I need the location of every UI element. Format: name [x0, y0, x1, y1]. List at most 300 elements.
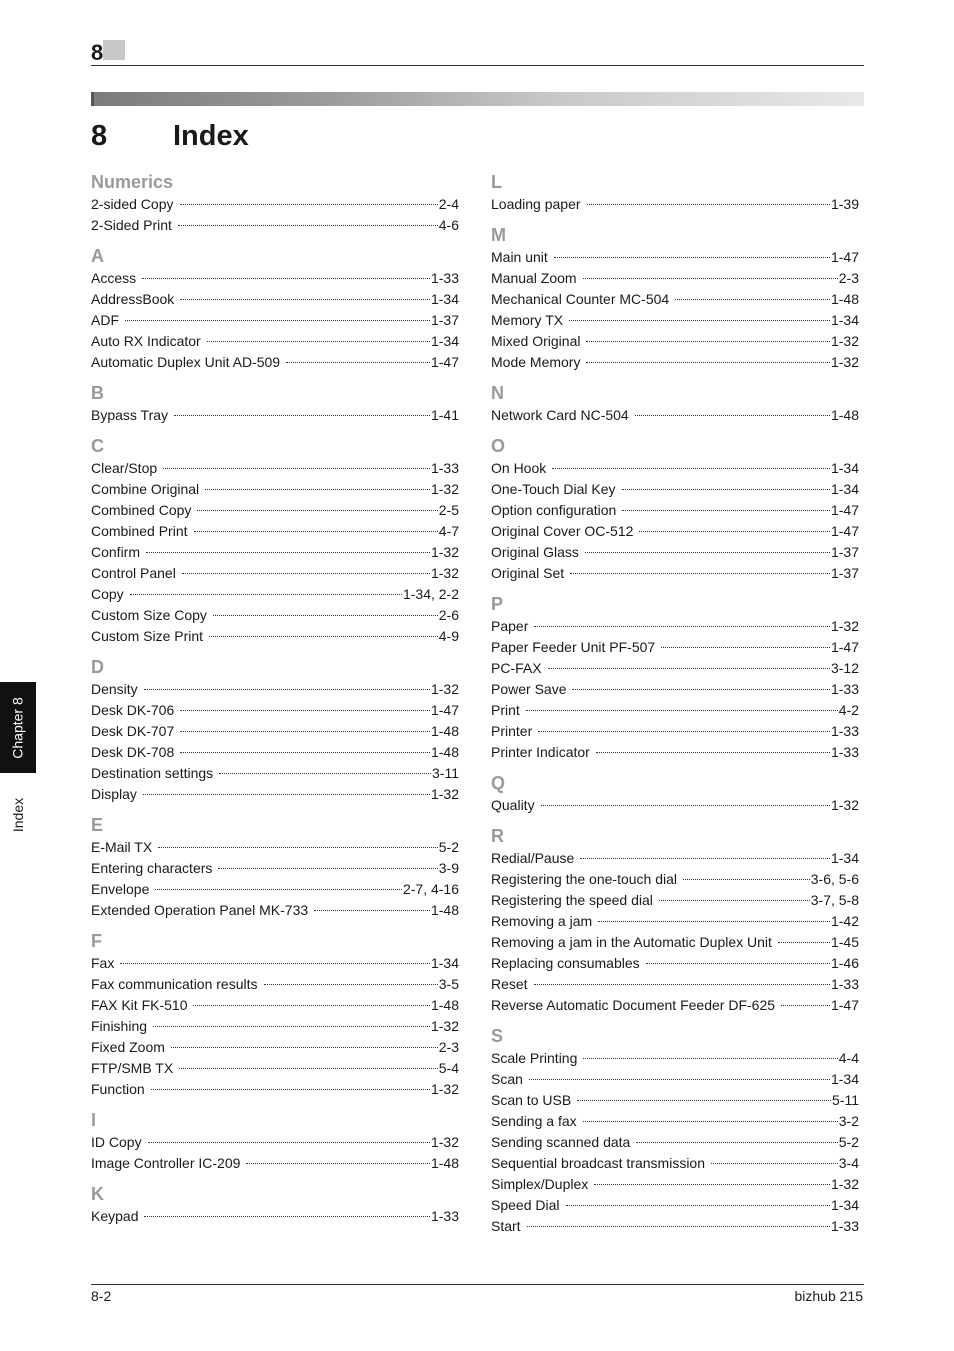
index-entry — [91, 1206, 459, 1227]
index-entry-dot-leader — [538, 731, 830, 732]
index-entry-dot-leader — [174, 415, 430, 416]
index-entry-page: 1-42 — [830, 913, 859, 929]
index-entry — [91, 521, 459, 542]
index-entry — [491, 521, 859, 542]
index-entry-term: Replacing consumables — [491, 955, 640, 971]
index-entry-page: 1-48 — [430, 723, 459, 739]
index-entry-term: Density — [91, 681, 138, 697]
index-entry-term: Sending a fax — [491, 1113, 577, 1129]
index-section — [91, 655, 459, 805]
index-entry-page: 5-2 — [438, 839, 459, 855]
index-entry-term: Combine Original — [91, 481, 200, 497]
index-entry-page: 1-37 — [830, 565, 859, 581]
index-entry-dot-leader — [572, 689, 829, 690]
index-entry-page: 2-7, 4-16 — [402, 881, 459, 897]
index-entry-dot-leader — [264, 984, 438, 985]
index-entry-term: Fax communication results — [91, 976, 258, 992]
index-entry-term: Start — [491, 1218, 521, 1234]
index-section-letter: I — [91, 1110, 97, 1130]
index-entry-page: 2-3 — [438, 1039, 459, 1055]
index-entry-page: 1-33 — [830, 723, 859, 739]
index-entry — [491, 890, 859, 911]
index-entry-page: 4-7 — [438, 523, 459, 539]
index-entry-page: 1-48 — [430, 744, 459, 760]
side-chapter-label-wrap — [0, 682, 36, 773]
index-entry-page: 1-32 — [430, 786, 459, 802]
index-section-letter: D — [91, 657, 104, 677]
side-section-label: Index — [10, 797, 26, 833]
index-entry — [491, 289, 859, 310]
index-entry-term: Scan to USB — [491, 1092, 572, 1108]
index-entry-term: Removing a jam in the Automatic Duplex Unit — [491, 934, 772, 950]
index-entry — [91, 742, 459, 763]
index-entry-page: 3-2 — [838, 1113, 859, 1129]
index-entry — [91, 500, 459, 521]
index-entry-term: Scan — [491, 1071, 523, 1087]
index-entry-term: 2-sided Copy — [91, 196, 174, 212]
footer-page-number: 8-2 — [91, 1288, 112, 1304]
index-entry-term: Network Card NC-504 — [491, 407, 629, 423]
index-entry-dot-leader — [587, 204, 830, 205]
index-column-right — [491, 170, 859, 1237]
index-section — [491, 824, 859, 1016]
index-entry-page: 1-34 — [830, 850, 859, 866]
index-entry — [91, 974, 459, 995]
index-entry-term: Image Controller IC-209 — [91, 1155, 241, 1171]
page-title-text: Index — [173, 120, 249, 152]
index-entry-term: Confirm — [91, 544, 141, 560]
index-entry-page: 1-47 — [430, 702, 459, 718]
index-entry — [491, 742, 859, 763]
index-entry-term: Loading paper — [491, 196, 581, 212]
index-entry-term: Registering the speed dial — [491, 892, 653, 908]
index-entry-term: One-Touch Dial Key — [491, 481, 616, 497]
index-entry-term: Print — [491, 702, 520, 718]
index-entry-term: Combined Copy — [91, 502, 192, 518]
index-entry — [491, 848, 859, 869]
index-entry — [91, 700, 459, 721]
index-entry — [491, 268, 859, 289]
index-entry-page: 1-33 — [430, 270, 459, 286]
index-entry-page: 1-32 — [830, 333, 859, 349]
index-entry — [491, 479, 859, 500]
index-entry — [91, 310, 459, 331]
index-entry-page: 4-6 — [438, 217, 459, 233]
index-entry — [91, 215, 459, 236]
index-entry-dot-leader — [596, 752, 830, 753]
index-section-letter: L — [491, 172, 502, 192]
index-entry-term: ID Copy — [91, 1134, 142, 1150]
index-entry-term: Printer Indicator — [491, 744, 590, 760]
index-entry-page: 1-33 — [430, 1208, 459, 1224]
index-section — [491, 771, 859, 816]
index-entry-term: Entering characters — [91, 860, 213, 876]
index-entry — [491, 953, 859, 974]
index-entry-dot-leader — [639, 531, 830, 532]
index-entry — [91, 679, 459, 700]
index-entry-dot-leader — [125, 320, 430, 321]
index-entry-page: 1-34 — [830, 481, 859, 497]
index-entry-term: Registering the one-touch dial — [491, 871, 678, 887]
index-entry-dot-leader — [675, 299, 830, 300]
index-entry-page: 3-5 — [438, 976, 459, 992]
index-section-letter: O — [491, 436, 506, 456]
index-section-letter: M — [491, 225, 506, 245]
index-entry-page: 1-39 — [830, 196, 859, 212]
footer-rule — [91, 1284, 864, 1285]
index-entry — [491, 1069, 859, 1090]
index-entry-page: 1-48 — [830, 407, 859, 423]
index-entry-page: 3-4 — [838, 1155, 859, 1171]
index-entry — [91, 879, 459, 900]
index-entry — [491, 869, 859, 890]
index-section-letter: N — [491, 383, 504, 403]
index-entry-page: 1-34 — [830, 312, 859, 328]
index-entry-page: 1-33 — [830, 1218, 859, 1234]
index-entry-page: 1-34, 2-2 — [402, 586, 459, 602]
index-entry-page: 1-32 — [430, 481, 459, 497]
index-section-letter: A — [91, 246, 104, 266]
index-entry-page: 1-37 — [430, 312, 459, 328]
index-entry — [91, 331, 459, 352]
index-entry-dot-leader — [585, 552, 830, 553]
index-entry-dot-leader — [622, 489, 830, 490]
index-entry — [491, 1216, 859, 1237]
index-entry-page: 1-37 — [830, 544, 859, 560]
index-entry-page: 3-11 — [432, 765, 459, 781]
index-entry-page: 4-2 — [838, 702, 859, 718]
index-entry — [491, 721, 859, 742]
index-entry — [491, 405, 859, 426]
index-entry-page: 1-32 — [430, 681, 459, 697]
index-entry-page: 1-32 — [430, 565, 459, 581]
index-entry-page: 1-32 — [830, 797, 859, 813]
index-section-letter: B — [91, 383, 104, 403]
index-entry — [491, 458, 859, 479]
index-section — [91, 434, 459, 647]
footer-product-name: bizhub 215 — [794, 1288, 863, 1304]
index-entry — [491, 974, 859, 995]
index-entry-dot-leader — [569, 320, 830, 321]
index-entry — [491, 352, 859, 373]
index-section-letter: S — [491, 1026, 504, 1046]
index-entry-dot-leader — [120, 963, 430, 964]
index-entry-page: 3-9 — [438, 860, 459, 876]
index-entry — [491, 1132, 859, 1153]
index-entry-term: PC-FAX — [491, 660, 542, 676]
index-entry-page: 4-4 — [838, 1050, 859, 1066]
index-entry-dot-leader — [246, 1163, 430, 1164]
index-entry — [491, 310, 859, 331]
index-entry-page: 1-34 — [830, 1071, 859, 1087]
index-entry-term: AddressBook — [91, 291, 175, 307]
index-entry-dot-leader — [205, 489, 430, 490]
index-entry-page: 5-2 — [838, 1134, 859, 1150]
index-entry-term: Bypass Tray — [91, 407, 169, 423]
index-entry-page: 2-4 — [438, 196, 459, 212]
index-entry-dot-leader — [130, 594, 402, 595]
index-entry-dot-leader — [197, 510, 437, 511]
index-entry — [91, 458, 459, 479]
index-entry-term: Original Glass — [491, 544, 579, 560]
index-entry — [91, 352, 459, 373]
index-entry-page: 1-48 — [430, 997, 459, 1013]
index-entry-page: 1-41 — [430, 407, 459, 423]
index-entry — [491, 1111, 859, 1132]
index-entry-dot-leader — [207, 341, 430, 342]
index-entry-term: Option configuration — [491, 502, 617, 518]
index-entry-dot-leader — [143, 794, 430, 795]
index-entry-dot-leader — [527, 1226, 830, 1227]
index-entry-dot-leader — [659, 900, 810, 901]
index-entry-term: Memory TX — [491, 312, 564, 328]
header-chapter-number: 8 — [91, 40, 104, 65]
index-entry-dot-leader — [778, 942, 830, 943]
index-entry-dot-leader — [151, 1089, 430, 1090]
index-entry-dot-leader — [219, 773, 431, 774]
index-section — [491, 170, 859, 215]
index-entry-dot-leader — [178, 225, 438, 226]
index-entry — [491, 932, 859, 953]
index-entry — [491, 247, 859, 268]
index-entry-dot-leader — [155, 889, 402, 890]
index-entry-dot-leader — [541, 805, 830, 806]
index-entry-term: Fax — [91, 955, 115, 971]
index-entry-term: FAX Kit FK-510 — [91, 997, 188, 1013]
index-entry-term: Keypad — [91, 1208, 139, 1224]
index-entry-dot-leader — [171, 1047, 438, 1048]
index-entry-dot-leader — [180, 710, 430, 711]
index-entry-term: Auto RX Indicator — [91, 333, 201, 349]
index-entry-page: 1-32 — [430, 1018, 459, 1034]
index-entry-dot-leader — [683, 879, 810, 880]
index-entry — [491, 679, 859, 700]
index-entry — [91, 1016, 459, 1037]
index-entry-term: Original Cover OC-512 — [491, 523, 634, 539]
index-entry-term: Paper Feeder Unit PF-507 — [491, 639, 656, 655]
index-section-letter: R — [491, 826, 504, 846]
index-entry-dot-leader — [583, 1121, 838, 1122]
index-entry — [91, 784, 459, 805]
index-entry-dot-leader — [711, 1163, 838, 1164]
index-entry-term: Simplex/Duplex — [491, 1176, 589, 1192]
index-entry-term: Redial/Pause — [491, 850, 575, 866]
index-entry-dot-leader — [570, 573, 830, 574]
index-entry-page: 3-12 — [830, 660, 859, 676]
index-entry-term: On Hook — [491, 460, 547, 476]
index-entry — [91, 626, 459, 647]
index-entry-dot-leader — [286, 362, 430, 363]
index-entry — [91, 1058, 459, 1079]
index-entry-term: Desk DK-707 — [91, 723, 175, 739]
index-entry-page: 1-33 — [830, 976, 859, 992]
side-section-label-wrap — [0, 790, 36, 840]
index-entry — [491, 542, 859, 563]
index-section — [491, 1024, 859, 1237]
index-entry-page: 1-48 — [430, 902, 459, 918]
index-entry-dot-leader — [781, 1005, 830, 1006]
index-entry-dot-leader — [635, 415, 830, 416]
index-entry-page: 1-47 — [830, 639, 859, 655]
index-entry-term: Main unit — [491, 249, 548, 265]
index-entry-dot-leader — [661, 647, 830, 648]
index-entry-dot-leader — [153, 1026, 430, 1027]
index-entry — [91, 953, 459, 974]
index-entry-dot-leader — [163, 468, 430, 469]
index-entry-dot-leader — [193, 1005, 429, 1006]
index-entry-page: 1-32 — [830, 1176, 859, 1192]
index-entry-term: Manual Zoom — [491, 270, 577, 286]
index-entry-term: Speed Dial — [491, 1197, 560, 1213]
index-entry — [91, 995, 459, 1016]
index-entry-dot-leader — [314, 910, 430, 911]
title-gradient-bar — [91, 92, 864, 106]
index-entry — [491, 637, 859, 658]
index-entry — [491, 1048, 859, 1069]
index-entry — [91, 837, 459, 858]
index-entry-dot-leader — [586, 362, 830, 363]
index-entry-term: Custom Size Copy — [91, 607, 207, 623]
index-entry — [491, 1174, 859, 1195]
index-entry-term: Destination settings — [91, 765, 214, 781]
index-entry-dot-leader — [218, 868, 437, 869]
index-entry-dot-leader — [598, 921, 830, 922]
index-entry-page: 1-32 — [430, 1134, 459, 1150]
index-entry — [491, 995, 859, 1016]
index-entry-page: 5-4 — [438, 1060, 459, 1076]
index-entry-page: 1-32 — [430, 1081, 459, 1097]
index-entry-dot-leader — [144, 1216, 429, 1217]
index-entry — [491, 658, 859, 679]
index-entry-page: 1-47 — [830, 502, 859, 518]
index-entry-term: Removing a jam — [491, 913, 593, 929]
index-entry-page: 1-34 — [430, 291, 459, 307]
index-section — [91, 170, 459, 236]
index-entry — [491, 795, 859, 816]
index-entry-term: Clear/Stop — [91, 460, 158, 476]
index-entry — [91, 194, 459, 215]
index-entry-dot-leader — [180, 204, 438, 205]
index-entry — [491, 616, 859, 637]
index-entry-term: Sequential broadcast transmission — [491, 1155, 706, 1171]
index-entry-dot-leader — [158, 847, 438, 848]
index-entry-dot-leader — [583, 1058, 837, 1059]
index-entry-term: Quality — [491, 797, 535, 813]
index-entry-page: 1-32 — [830, 618, 859, 634]
index-section — [491, 434, 859, 584]
index-entry-term: Reset — [491, 976, 528, 992]
index-section-letter: K — [91, 1184, 104, 1204]
index-entry-term: Function — [91, 1081, 145, 1097]
index-entry-term: Printer — [491, 723, 533, 739]
index-entry — [91, 1132, 459, 1153]
index-entry-term: Sending scanned data — [491, 1134, 631, 1150]
index-section — [491, 223, 859, 373]
page-title-number: 8 — [91, 120, 108, 152]
index-entry-dot-leader — [586, 341, 829, 342]
index-entry-dot-leader — [548, 668, 830, 669]
index-entry-page: 4-9 — [438, 628, 459, 644]
index-entry-term: Display — [91, 786, 137, 802]
index-entry — [491, 194, 859, 215]
index-section-letter: Q — [491, 773, 506, 793]
index-entry-term: Scale Printing — [491, 1050, 578, 1066]
index-entry-dot-leader — [529, 1079, 830, 1080]
index-entry-dot-leader — [583, 278, 838, 279]
chapter-marker-box — [103, 40, 125, 60]
index-entry-term: Fixed Zoom — [91, 1039, 165, 1055]
index-entry-page: 1-33 — [830, 681, 859, 697]
index-entry — [91, 1037, 459, 1058]
index-entry — [491, 331, 859, 352]
index-entry-term: E-Mail TX — [91, 839, 153, 855]
index-entry — [491, 700, 859, 721]
index-entry-term: Envelope — [91, 881, 150, 897]
index-entry — [91, 563, 459, 584]
index-entry-term: Automatic Duplex Unit AD-509 — [91, 354, 281, 370]
index-entry-dot-leader — [148, 1142, 430, 1143]
index-entry — [491, 1195, 859, 1216]
index-entry-term: Mode Memory — [491, 354, 581, 370]
index-entry-page: 5-11 — [832, 1092, 859, 1108]
index-entry — [491, 911, 859, 932]
index-entry-dot-leader — [534, 984, 830, 985]
index-entry-page: 1-48 — [430, 1155, 459, 1171]
index-entry — [91, 289, 459, 310]
index-section-letter: F — [91, 931, 102, 951]
index-entry-term: Desk DK-708 — [91, 744, 175, 760]
index-entry-term: Access — [91, 270, 137, 286]
index-section — [91, 381, 459, 426]
index-entry-page: 1-47 — [830, 249, 859, 265]
index-entry-page: 3-7, 5-8 — [810, 892, 859, 908]
index-entry-dot-leader — [566, 1205, 830, 1206]
index-entry — [91, 858, 459, 879]
index-entry-term: Finishing — [91, 1018, 148, 1034]
index-entry-page: 1-46 — [830, 955, 859, 971]
index-entry — [91, 584, 459, 605]
index-entry-page: 1-34 — [430, 333, 459, 349]
index-entry-term: Power Save — [491, 681, 567, 697]
index-entry-term: Custom Size Print — [91, 628, 204, 644]
index-entry — [491, 1153, 859, 1174]
index-section — [91, 1182, 459, 1227]
index-entry-dot-leader — [146, 552, 430, 553]
index-entry — [491, 563, 859, 584]
index-entry-term: Desk DK-706 — [91, 702, 175, 718]
index-entry-dot-leader — [182, 573, 430, 574]
index-entry-term: Copy — [91, 586, 124, 602]
index-entry-dot-leader — [580, 858, 830, 859]
index-entry-dot-leader — [646, 963, 830, 964]
index-entry-dot-leader — [552, 468, 830, 469]
index-entry-page: 1-34 — [430, 955, 459, 971]
index-entry-dot-leader — [213, 615, 438, 616]
index-entry — [491, 500, 859, 521]
index-entry-dot-leader — [577, 1100, 831, 1101]
index-entry-dot-leader — [622, 510, 830, 511]
index-section — [91, 1108, 459, 1174]
index-entry-page: 2-3 — [838, 270, 859, 286]
index-entry-page: 1-47 — [430, 354, 459, 370]
index-entry-dot-leader — [180, 731, 430, 732]
index-entry — [91, 268, 459, 289]
index-entry-term: Mechanical Counter MC-504 — [491, 291, 670, 307]
header-rule — [91, 65, 864, 66]
index-entry-dot-leader — [142, 278, 430, 279]
index-entry-page: 1-47 — [830, 523, 859, 539]
index-entry-dot-leader — [636, 1142, 837, 1143]
